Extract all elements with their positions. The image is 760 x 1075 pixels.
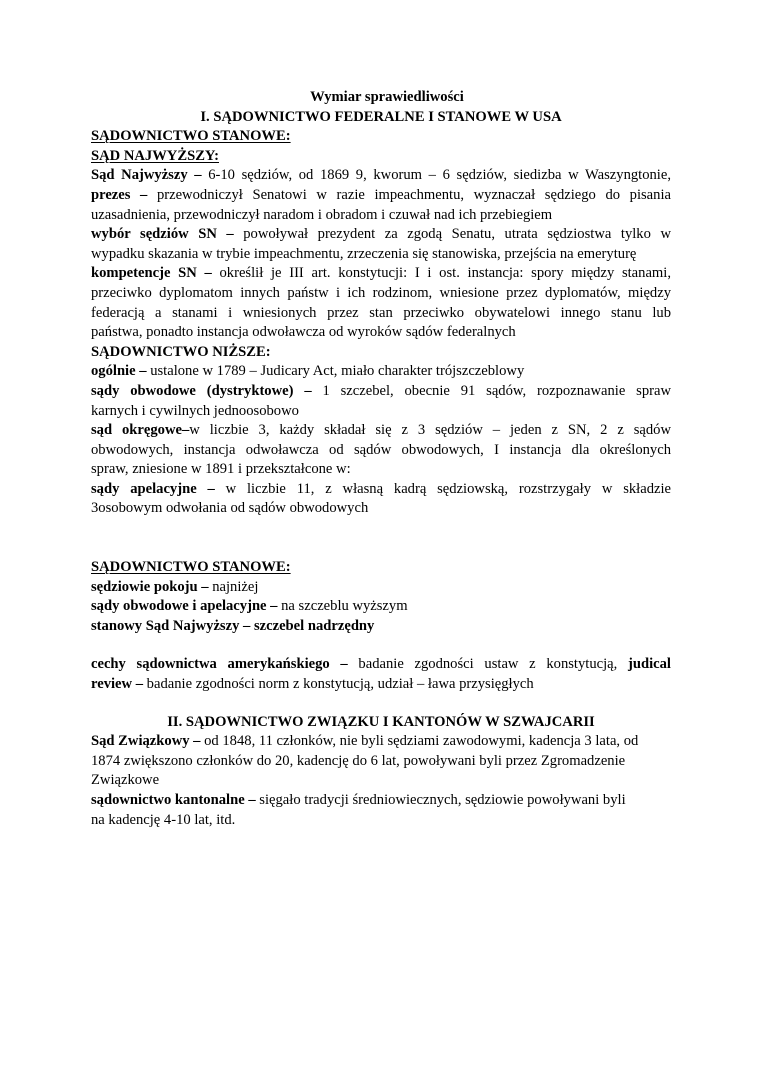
district-line-1: [91, 382, 671, 402]
competences-text-1: określił je III art. konstytucji: I i ost. instancja: spory między stanami,: [211, 265, 671, 282]
spacer: [91, 519, 671, 558]
features-term: cechy sądownictwa amerykańskiego –: [91, 656, 348, 673]
district-term: sądy obwodowe (dystryktowe) –: [91, 382, 312, 399]
district-text-1: 1 szczebel, obecnie 91 sądów, rozpoznawanie spraw: [311, 382, 672, 399]
features-text-a: badanie zgodności ustaw z konstytucją,: [347, 656, 629, 673]
spacer: [91, 636, 671, 655]
president-term: prezes –: [91, 186, 148, 203]
supreme-court-text: 6-10 sędziów, od 1869 9, kworum – 6 sędziów, siedizba w Waszyngtonie,: [201, 167, 671, 184]
federal-line-3: Związkowe: [91, 772, 160, 789]
circuit-appeal-term: sądy obwodowe i apelacyjne –: [91, 598, 278, 615]
features-text-b: badanie zgodności norm z konstytucją, udział – ława przysięgłych: [143, 676, 534, 693]
spacer: [91, 695, 671, 713]
general-text: ustalone w 1789 – Judicary Act, miało charakter trójszczeblowy: [146, 363, 525, 380]
federal-line-2: 1874 zwiększono członków do 20, kadencję do 6 lat, powoływani byli przez Zgromadzenie: [91, 752, 626, 769]
federal-text-1: od 1848, 11 członków, nie byli sędziami zawodowymi, kadencja 3 lata, od: [200, 733, 639, 750]
district-line-2: karnych i cywilnych jednoosobowo: [91, 402, 299, 419]
section-2-heading: II. SĄDOWNICTWO ZWIĄZKU I KANTONÓW W SZWAJCARII: [167, 713, 595, 730]
competences-term: kompetencje SN –: [91, 265, 212, 282]
section-1-heading: I. SĄDOWNICTWO FEDERALNE I STANOWE W USA: [200, 108, 562, 125]
federal-line-1: [91, 732, 671, 752]
lower-courts-heading: SĄDOWNICTWO NIŻSZE:: [91, 343, 271, 360]
selection-text-1: powoływał prezydent za zgodą Senatu, utrata sędziostwa tylko w: [233, 226, 671, 243]
circuit-line-3: spraw, zniesione w 1891 i przekształcone w:: [91, 461, 351, 478]
document-page: [91, 88, 671, 830]
circuit-line-2: obwodowych, instancja odwoławcza od sądów obwodowych, I instancja dla określonych: [91, 441, 671, 458]
selection-line-1: [91, 225, 671, 245]
cantonal-term: sądownictwo kantonalne –: [91, 792, 256, 808]
competences-line-1: [91, 264, 671, 284]
federal-state-heading: SĄDOWNICTWO STANOWE:: [91, 128, 291, 145]
competences-line-4: państwa, ponadto instancja odwoławcza od wyroków sądów federalnych: [91, 324, 516, 341]
supreme-court-heading: SĄD NAJWYŻSZY:: [91, 147, 219, 164]
competences-line-3: federacją a stanami i wniesionych przez stan przeciwko obywatelowi innego stanu lub: [91, 304, 671, 321]
features-line-2: [91, 675, 671, 695]
justices-text: najniżej: [208, 578, 259, 595]
document-title: Wymiar sprawiedliwości: [310, 89, 464, 105]
selection-line-2: wypadku skazania w trybie impeachmentu, zrzeczenia się stanowiska, przejścia na emeryturę: [91, 245, 637, 262]
justices-line: [91, 578, 671, 598]
president-line-2: uzasadnienia, przewodniczył naradom i obradom i czuwał nad ich przebiegiem: [91, 206, 553, 223]
cantonal-text-1: sięgało tradycji średniowiecznych, sędziowie powoływani byli: [255, 792, 626, 808]
cantonal-line-2: na kadencję 4-10 lat, itd.: [91, 811, 236, 828]
cantonal-line-1: [91, 791, 671, 811]
appeal-text-1: w liczbie 11, z własną kadrą sędziowską, rozstrzygały w składzie: [214, 480, 672, 497]
state-courts-heading: SĄDOWNICTWO STANOWE:: [91, 559, 291, 576]
circuit-term: sąd okręgowe–: [91, 422, 190, 439]
circuit-appeal-text: na szczeblu wyższym: [277, 598, 408, 615]
justices-term: sędziowie pokoju –: [91, 578, 209, 595]
competences-line-2: przeciwko dyplomatom innych państw i ich rodzinom, wniesione przez dyplomatów, między: [91, 284, 671, 301]
general-line: [91, 362, 671, 382]
features-line-1: [91, 655, 671, 675]
selection-term: wybór sędziów SN –: [91, 226, 234, 243]
judical-term: judical: [628, 656, 671, 673]
appeal-term: sądy apelacyjne –: [91, 480, 215, 497]
federal-term: Sąd Związkowy –: [91, 733, 201, 750]
president-line-1: [91, 186, 671, 206]
general-term: ogólnie –: [91, 363, 147, 380]
circuit-appeal-line: [91, 597, 671, 617]
supreme-court-paragraph: [91, 166, 671, 186]
review-term: review –: [91, 676, 144, 693]
appeal-line-1: [91, 480, 671, 500]
supreme-court-term: Sąd Najwyższy –: [91, 167, 202, 184]
president-text-1: przewodniczył Senatowi w razie impeachmentu, wyznaczał sędziego do pisania: [147, 186, 671, 203]
appeal-line-2: 3osobowym odwołania od sądów obwodowych: [91, 500, 369, 517]
circuit-line-1: [91, 421, 671, 441]
circuit-text-1: w liczbie 3, każdy składał się z 3 sędziów – jeden z SN, 2 z sądów: [189, 422, 671, 439]
state-supreme-line: stanowy Sąd Najwyższy – szczebel nadrzędny: [91, 617, 375, 634]
